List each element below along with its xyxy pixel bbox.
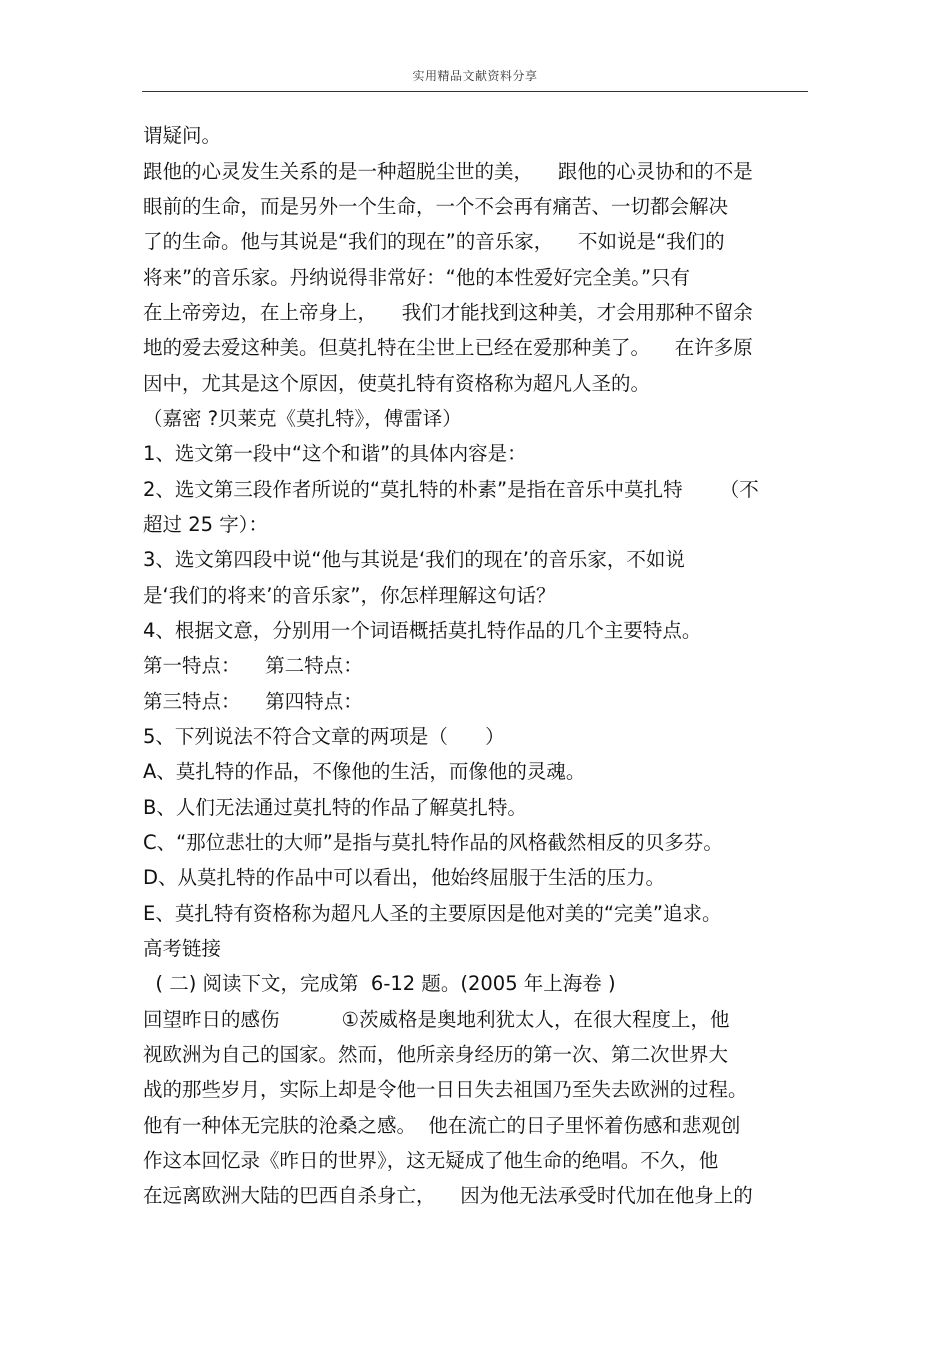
text-line: 回望昨日的感伤 ①茨威格是奥地利犹太人，在很大程度上，他 xyxy=(143,1008,730,1031)
text-line: 跟他的心灵发生关系的是一种超脱尘世的美， 跟他的心灵协和的不是 xyxy=(143,160,753,183)
page-header: 实用精品文献资料分享 xyxy=(412,69,538,83)
question-1: 1、选文第一段中“这个和谐”的具体内容是： xyxy=(143,442,527,465)
question-5: 5、下列说法不符合文章的两项是（ ） xyxy=(143,725,505,748)
text-line: 在上帝旁边，在上帝身上， 我们才能找到这种美，才会用那种不留余 xyxy=(143,301,753,324)
header-rule xyxy=(142,91,808,92)
question-4-features-a: 第一特点： 第二特点： xyxy=(143,654,363,677)
text-line: 他有一种体无完肤的沧桑之感。 他在流亡的日子里怀着伤感和悲观创 xyxy=(143,1114,741,1137)
citation-line: （嘉密 ?贝莱克《莫扎特》，傅雷译） xyxy=(143,407,462,430)
question-2-cont: 超过 25 字）： xyxy=(143,513,268,536)
question-4: 4、根据文意，分别用一个词语概括莫扎特作品的几个主要特点。 xyxy=(143,619,702,642)
option-a: A、莫扎特的作品，不像他的生活，而像他的灵魂。 xyxy=(143,760,586,783)
text-line: 将来”的音乐家。丹纳说得非常好：“他的本性爱好完全美。”只有 xyxy=(143,266,691,289)
text-line: 战的那些岁月，实际上却是令他一日日失去祖国乃至失去欧洲的过程。 xyxy=(143,1078,748,1101)
question-3: 3、选文第四段中说“他与其说是‘我们的现在’的音乐家，不如说 xyxy=(143,548,685,571)
question-3-cont: 是‘我们的将来’的音乐家”，你怎样理解这句话？ xyxy=(143,584,556,607)
text-line: 作这本回忆录《昨日的世界》，这无疑成了他生命的绝唱。不久，他 xyxy=(143,1149,719,1172)
text-line: 眼前的生命，而是另外一个生命，一个不会再有痛苦、一切都会解决 xyxy=(143,195,729,218)
option-e: E、莫扎特有资格称为超凡人圣的主要原因是他对美的“完美”追求。 xyxy=(143,902,722,925)
text-line: 地的爱去爱这种美。但莫扎特在尘世上已经在爱那种美了。 在许多原 xyxy=(143,336,753,359)
option-c: C、“那位悲壮的大师”是指与莫扎特作品的风格截然相反的贝多芬。 xyxy=(143,831,723,854)
text-line: 谓疑问。 xyxy=(143,124,222,147)
question-4-features-b: 第三特点： 第四特点： xyxy=(143,690,363,713)
text-line: 因中，尤其是这个原因，使莫扎特有资格称为超凡人圣的。 xyxy=(143,372,651,395)
question-2: 2、选文第三段作者所说的“莫扎特的朴素”是指在音乐中莫扎特 （不 xyxy=(143,478,759,501)
section-instruction: ( 二) 阅读下文，完成第 6-12 题。(2005 年上海卷 ) xyxy=(143,972,616,995)
text-line: 了的生命。他与其说是“我们的现在”的音乐家， 不如说是“我们的 xyxy=(143,230,725,253)
section-heading: 高考链接 xyxy=(143,937,222,960)
option-b: B、人们无法通过莫扎特的作品了解莫扎特。 xyxy=(143,796,527,819)
option-d: D、从莫扎特的作品中可以看出，他始终屈服于生活的压力。 xyxy=(143,866,666,889)
text-line: 在远离欧洲大陆的巴西自杀身亡， 因为他无法承受时代加在他身上的 xyxy=(143,1184,753,1207)
text-line: 视欧洲为自己的国家。然而，他所亲身经历的第一次、第二次世界大 xyxy=(143,1043,729,1066)
